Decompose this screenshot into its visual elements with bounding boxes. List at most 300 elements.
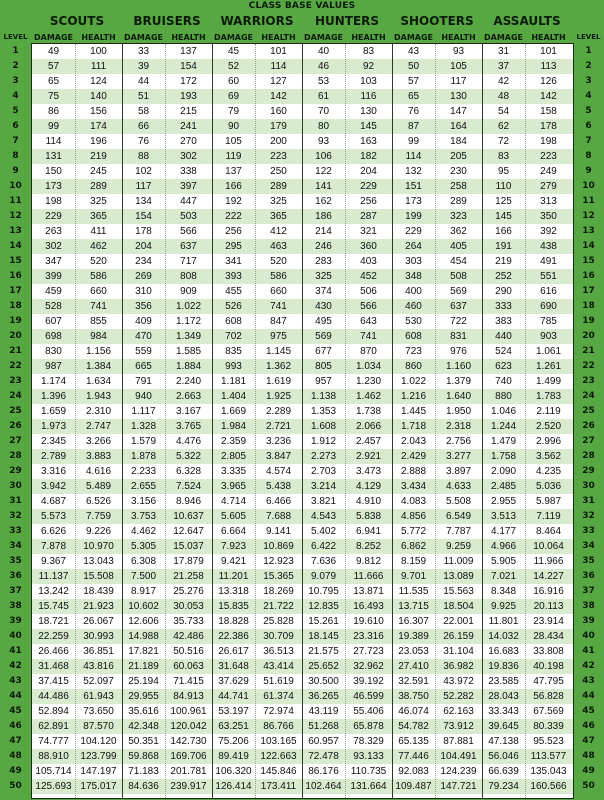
health-cell: 1.172 [175,316,202,327]
damage-cell: 32.591 [398,676,429,687]
damage-cell: 43.119 [308,706,339,717]
damage-cell: 333 [495,301,512,312]
damage-cell: 3.821 [310,496,337,507]
damage-cell: 940 [135,391,152,402]
health-cell: 92 [362,61,375,72]
damage-cell: 880 [495,391,512,402]
health-cell: 7.688 [265,511,292,522]
damage-cell: 44.741 [218,691,249,702]
health-cell: 1.943 [85,391,112,402]
health-cell: 984 [90,331,107,342]
damage-cell: 131 [45,151,62,162]
damage-cell: 860 [405,361,422,372]
level-number: 46 [582,721,595,731]
damage-cell: 31 [497,46,510,57]
level-number: 28 [582,451,595,461]
damage-cell: 7.500 [130,571,157,582]
damage-cell: 19.389 [398,631,429,642]
health-cell: 26.067 [83,616,114,627]
health-cell: 67.569 [533,706,564,717]
damage-cell: 36.265 [308,691,339,702]
damage-cell: 126.414 [215,781,252,792]
health-cell: 365 [90,211,107,222]
damage-cell: 246 [315,241,332,252]
damage-cell: 665 [135,361,152,372]
damage-cell: 6.626 [40,526,67,537]
damage-cell: 10.602 [128,601,159,612]
damage-cell: 526 [225,301,242,312]
health-cell: 9.259 [445,541,472,552]
damage-cell: 698 [45,331,62,342]
health-cell: 18.269 [263,586,294,597]
health-cell: 223 [540,151,557,162]
health-cell: 808 [180,271,197,282]
level-number: 45 [582,706,595,716]
health-cell: 110.735 [350,766,387,777]
health-cell: 6.466 [265,496,292,507]
health-cell: 173.411 [260,781,297,792]
damage-cell: 3.316 [40,466,67,477]
health-cell: 1.884 [175,361,202,372]
health-cell: 10.637 [173,511,204,522]
damage-cell: 125 [495,196,512,207]
health-cell: 15.508 [83,571,114,582]
damage-cell: 77.446 [398,751,429,762]
health-cell: 11.666 [353,571,384,582]
health-cell: 104.491 [440,751,477,762]
damage-cell: 9.079 [310,571,337,582]
health-cell: 14.227 [533,571,564,582]
damage-cell: 125.693 [35,781,72,792]
column-divider [255,44,257,798]
damage-cell: 114 [45,136,62,147]
health-cell: 3.167 [175,406,202,417]
level-number: 49 [582,766,595,776]
damage-cell: 56.046 [488,751,519,762]
health-cell: 7.119 [536,511,561,522]
damage-cell: 44 [137,76,150,87]
health-cell: 643 [360,316,377,327]
damage-cell: 84.636 [128,781,159,792]
damage-cell: 4.462 [130,526,157,537]
level-number: 37 [582,586,595,596]
health-cell: 83 [362,46,375,57]
health-cell: 5.987 [535,496,562,507]
level-number: 40 [9,631,22,641]
damage-cell: 105.714 [35,766,72,777]
column-divider [75,44,77,798]
damage-cell: 12.606 [128,616,159,627]
damage-cell: 88.910 [38,751,69,762]
damage-cell: 303 [405,256,422,267]
health-cell: 56.828 [533,691,564,702]
damage-cell: 3.753 [130,511,157,522]
health-header: HEALTH [261,33,296,42]
damage-cell: 9.701 [400,571,427,582]
health-cell: 33.808 [533,646,564,657]
level-number: 38 [9,601,22,611]
level-number: 2 [12,61,19,71]
damage-cell: 723 [405,346,422,357]
health-cell: 258 [450,181,467,192]
damage-cell: 166 [495,226,512,237]
health-cell: 219 [90,151,107,162]
health-cell: 86.766 [263,721,294,732]
damage-cell: 4.714 [220,496,247,507]
damage-cell: 8.159 [400,556,427,567]
damage-cell: 4.966 [490,541,517,552]
health-cell: 616 [540,286,557,297]
damage-cell: 1.216 [400,391,427,402]
health-cell: 80.339 [533,721,564,732]
damage-cell: 119 [225,151,242,162]
damage-cell: 51 [137,91,150,102]
level-number: 43 [9,676,22,686]
damage-cell: 23.053 [398,646,429,657]
damage-cell: 14.988 [128,631,159,642]
level-number: 2 [585,61,592,71]
health-cell: 39.192 [353,676,384,687]
damage-cell: 2.805 [220,451,247,462]
level-number: 11 [9,196,22,206]
damage-cell: 65 [407,91,420,102]
damage-cell: 134 [135,196,152,207]
level-number: 33 [582,526,595,536]
health-cell: 3.847 [265,451,292,462]
level-number: 36 [9,571,22,581]
damage-cell: 347 [45,256,62,267]
health-cell: 215 [180,106,197,117]
health-cell: 204 [360,166,377,177]
damage-cell: 62 [497,121,510,132]
class-divider [212,44,214,798]
damage-cell: 1.718 [400,421,427,432]
level-number: 4 [585,91,592,101]
health-cell: 1.379 [445,376,472,387]
health-cell: 2.318 [445,421,472,432]
damage-cell: 2.429 [400,451,427,462]
health-cell: 61.374 [263,691,294,702]
damage-cell: 7.878 [40,541,67,552]
health-cell: 3.897 [445,466,472,477]
damage-cell: 214 [315,226,332,237]
level-number: 26 [9,421,22,431]
level-number: 35 [582,556,595,566]
health-cell: 223 [270,151,287,162]
health-cell: 1.462 [355,391,382,402]
damage-cell: 2.655 [130,481,157,492]
health-cell: 17.879 [173,556,204,567]
health-cell: 145.846 [260,766,297,777]
damage-cell: 141 [315,181,332,192]
class-divider [302,44,304,798]
health-cell: 184 [450,136,467,147]
level-number: 26 [582,421,595,431]
health-cell: 520 [270,256,287,267]
health-cell: 193 [180,91,197,102]
health-cell: 116 [360,91,377,102]
health-cell: 5.508 [445,496,472,507]
damage-cell: 3.434 [400,481,427,492]
level-number: 16 [9,271,22,281]
health-cell: 154 [180,61,197,72]
damage-cell: 54 [497,106,510,117]
damage-cell: 623 [495,361,512,372]
damage-cell: 204 [135,241,152,252]
health-cell: 26.159 [443,631,474,642]
health-cell: 362 [450,226,467,237]
damage-cell: 1.117 [131,406,156,417]
health-cell: 117 [450,76,467,87]
health-cell: 230 [450,166,467,177]
class-name-assaults: ASSAULTS [493,14,561,28]
damage-cell: 1.973 [40,421,67,432]
sheet-title: CLASS BASE VALUES [248,1,356,11]
damage-cell: 2.789 [40,451,67,462]
health-header: HEALTH [171,33,206,42]
level-number: 36 [582,571,595,581]
damage-cell: 114 [405,151,422,162]
damage-cell: 264 [405,241,422,252]
health-cell: 325 [90,196,107,207]
damage-cell: 60.957 [308,736,339,747]
health-cell: 1.022 [175,301,202,312]
level-number: 38 [582,601,595,611]
health-cell: 43.972 [443,676,474,687]
level-number: 45 [9,706,22,716]
damage-cell: 106 [315,151,332,162]
damage-cell: 3.942 [40,481,67,492]
health-cell: 741 [360,331,377,342]
level-number: 29 [9,466,22,476]
level-number: 27 [9,436,22,446]
level-number: 23 [582,376,595,386]
health-cell: 229 [360,181,377,192]
health-cell: 287 [360,211,377,222]
health-header: HEALTH [81,33,116,42]
health-cell: 3.883 [85,451,112,462]
column-divider [435,44,437,798]
health-cell: 126 [540,76,557,87]
health-cell: 30.993 [83,631,114,642]
damage-cell: 90 [227,121,240,132]
damage-cell: 2.233 [130,466,157,477]
health-cell: 462 [90,241,107,252]
level-number: 6 [12,121,19,131]
level-number: 17 [582,286,595,296]
health-cell: 114 [270,61,287,72]
health-cell: 137 [180,46,197,57]
damage-cell: 470 [135,331,152,342]
health-cell: 101 [540,46,557,57]
level-number: 18 [582,301,595,311]
health-cell: 2.310 [85,406,112,417]
damage-cell: 19.836 [488,661,519,672]
health-cell: 365 [270,211,287,222]
health-cell: 637 [450,301,467,312]
damage-cell: 21.575 [308,646,339,657]
health-cell: 289 [270,181,287,192]
health-cell: 135.043 [530,766,567,777]
level-number: 6 [585,121,592,131]
level-number: 50 [582,781,595,791]
level-number: 30 [9,481,22,491]
health-cell: 289 [450,196,467,207]
health-cell: 28.434 [533,631,564,642]
damage-cell: 186 [315,211,332,222]
health-cell: 506 [360,286,377,297]
level-number: 19 [9,316,22,326]
health-cell: 847 [270,316,287,327]
health-cell: 15.563 [443,586,474,597]
health-cell: 5.322 [175,451,202,462]
damage-cell: 356 [135,301,152,312]
health-cell: 5.036 [535,481,562,492]
damage-cell: 72 [497,136,510,147]
damage-cell: 1.022 [400,376,427,387]
health-cell: 1.362 [265,361,292,372]
level-number: 22 [582,361,595,371]
damage-cell: 52 [227,61,240,72]
damage-cell: 37.629 [218,676,249,687]
health-cell: 72.974 [263,706,294,717]
level-number: 16 [582,271,595,281]
damage-cell: 86.176 [308,766,339,777]
damage-cell: 348 [405,271,422,282]
class-name-shooters: SHOOTERS [400,14,474,28]
health-cell: 1.499 [535,376,562,387]
damage-cell: 740 [495,376,512,387]
damage-cell: 399 [45,271,62,282]
health-cell: 25.828 [263,616,294,627]
health-cell: 16.916 [533,586,564,597]
damage-cell: 400 [405,286,422,297]
health-cell: 3.277 [445,451,472,462]
health-cell: 397 [180,181,197,192]
damage-cell: 14.032 [488,631,519,642]
level-number: 35 [9,556,22,566]
damage-cell: 106.320 [215,766,252,777]
damage-cell: 222 [225,211,242,222]
health-cell: 31.104 [443,646,474,657]
damage-cell: 6.422 [310,541,337,552]
damage-cell: 39 [137,61,150,72]
health-cell: 392 [540,226,557,237]
health-cell: 182 [360,151,377,162]
damage-cell: 6.862 [400,541,427,552]
damage-cell: 26.617 [218,646,249,657]
health-cell: 21.258 [173,571,204,582]
health-cell: 120.042 [170,721,207,732]
health-cell: 975 [270,331,287,342]
damage-cell: 102.464 [305,781,342,792]
damage-cell: 1.328 [130,421,157,432]
damage-cell: 102 [135,166,152,177]
health-cell: 6.526 [85,496,112,507]
health-cell: 279 [540,181,557,192]
damage-cell: 99 [407,136,420,147]
level-number: 31 [582,496,595,506]
damage-cell: 44.486 [38,691,69,702]
damage-cell: 5.905 [490,556,517,567]
damage-cell: 154 [135,211,152,222]
level-header-right: LEVEL [576,33,601,41]
damage-cell: 50.351 [128,736,159,747]
health-cell: 198 [540,136,557,147]
damage-cell: 229 [405,226,422,237]
level-number: 37 [9,586,22,596]
damage-cell: 4.543 [310,511,337,522]
damage-cell: 256 [225,226,242,237]
health-cell: 717 [180,256,197,267]
health-cell: 7.759 [85,511,112,522]
level-number: 44 [9,691,22,701]
health-cell: 55.406 [353,706,384,717]
health-cell: 43.816 [83,661,114,672]
health-cell: 147.197 [80,766,117,777]
health-cell: 11.966 [533,556,564,567]
damage-header: DAMAGE [303,33,343,42]
health-cell: 201.781 [170,766,207,777]
damage-cell: 993 [225,361,242,372]
health-cell: 1.156 [85,346,112,357]
health-cell: 5.438 [265,481,292,492]
damage-cell: 1.579 [130,436,157,447]
damage-cell: 45 [227,46,240,57]
damage-cell: 7.636 [310,556,337,567]
health-cell: 160.566 [530,781,567,792]
health-cell: 3.473 [355,466,382,477]
health-cell: 1.061 [535,346,562,357]
health-cell: 403 [360,256,377,267]
damage-cell: 63.251 [218,721,249,732]
column-divider [525,44,527,798]
damage-cell: 92.083 [398,766,429,777]
damage-cell: 43 [407,46,420,57]
damage-cell: 18.145 [308,631,339,642]
damage-cell: 1.404 [220,391,247,402]
damage-cell: 283 [315,256,332,267]
health-cell: 1.950 [445,406,472,417]
level-number: 43 [582,676,595,686]
health-cell: 105 [450,61,467,72]
damage-cell: 987 [45,361,62,372]
damage-cell: 48 [497,91,510,102]
health-cell: 122.663 [260,751,297,762]
level-number: 33 [9,526,22,536]
damage-cell: 263 [45,226,62,237]
health-cell: 40.198 [533,661,564,672]
health-cell: 10.970 [83,541,114,552]
health-cell: 62.163 [443,706,474,717]
health-cell: 741 [90,301,107,312]
damage-cell: 49 [47,46,60,57]
health-cell: 411 [90,226,107,237]
health-cell: 7.787 [445,526,472,537]
damage-cell: 2.703 [310,466,337,477]
health-cell: 172 [180,76,197,87]
damage-cell: 830 [45,346,62,357]
damage-cell: 1.878 [130,451,157,462]
damage-cell: 89.419 [218,751,249,762]
damage-cell: 42 [497,76,510,87]
damage-cell: 7.021 [490,571,517,582]
damage-cell: 6.308 [130,556,157,567]
health-cell: 722 [450,316,467,327]
health-cell: 4.633 [445,481,472,492]
health-cell: 103 [360,76,377,87]
damage-cell: 151 [405,181,422,192]
